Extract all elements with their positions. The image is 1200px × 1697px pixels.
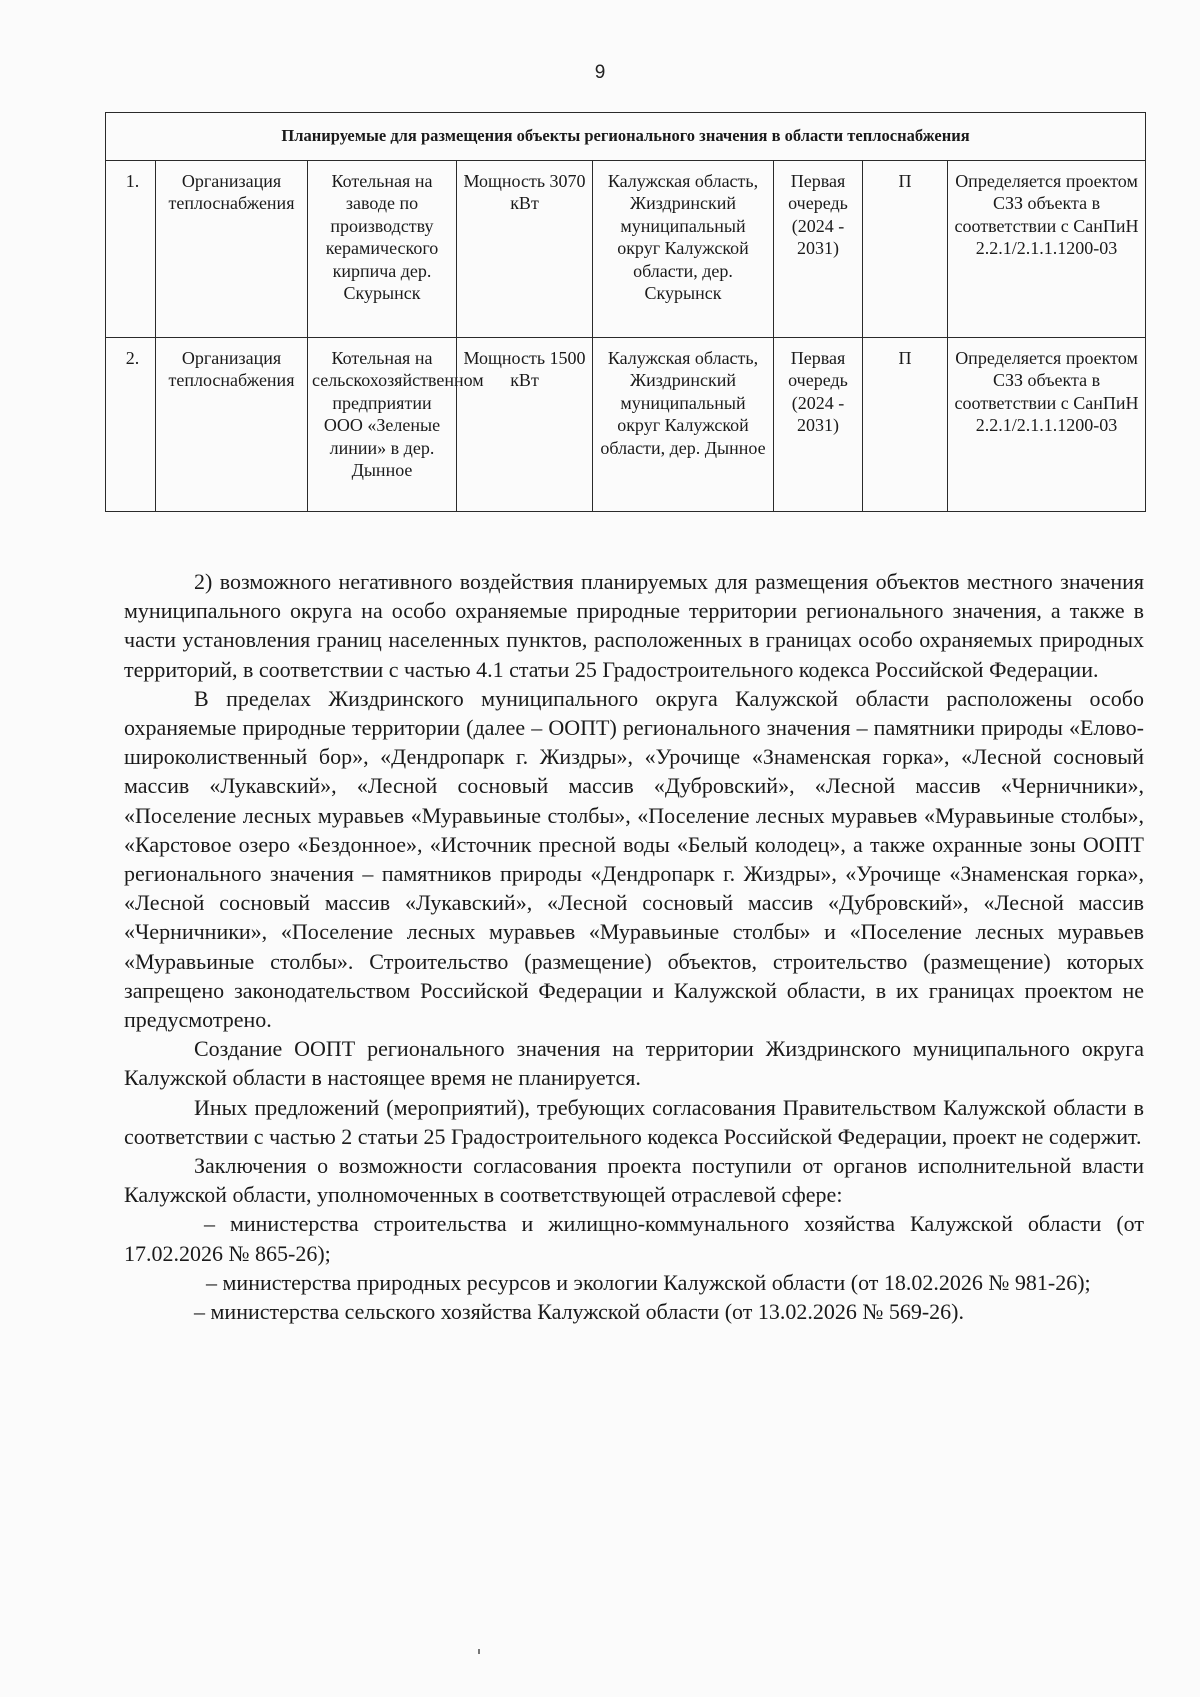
table-row [106,337,1146,511]
stage-cell: Первая очередь (2024 - 2031) [774,160,863,337]
purpose-cell: Организация теплоснабжения [156,337,308,511]
paragraph-new-protected-areas: Создание ООПТ регионального значения на территории Жиздринского муниципального округа Калужской области в настоящее время не планируется. [124,1036,1144,1091]
list-item-agriculture-ministry: – министерства сельского хозяйства Калужской области (от 13.02.2026 № 569-26). [194,1299,965,1325]
table-row [106,160,1146,337]
object-cell: Котельная на заводе по производству керамического кирпича дер. Скурынск [308,160,457,337]
heat-supply-table [105,112,1146,512]
paragraph-impact-assessment: 2) возможного негативного воздействия планируемых для размещения объектов местного значения муниципального округа на особо охраняемые природные территории регионального значения, а также в части установления границ населенных пунктов, расположенных в границах особо охраняемых природных территорий, в соответствии с частью 4.1 статьи 25 Градостроительного кодекса Российской Федерации. [124,569,1144,682]
status-cell: П [863,160,948,337]
body-text [124,567,1144,1326]
table-section-title: Планируемые для размещения объекты регионального значения в области теплоснабжения [106,113,1146,161]
zone-cell: Определяется проектом СЗЗ объекта в соответствии с СанПиН 2.2.1/2.1.1.1200-03 [948,337,1146,511]
location-cell: Калужская область, Жиздринский муниципальный округ Калужской области, дер. Скурынск [593,160,774,337]
purpose-cell: Организация теплоснабжения [156,160,308,337]
capacity-cell: Мощность 1500 кВт [457,337,593,511]
zone-cell: Определяется проектом СЗЗ объекта в соответствии с СанПиН 2.2.1/2.1.1.1200-03 [948,160,1146,337]
capacity-cell: Мощность 3070 кВт [457,160,593,337]
row-number: 1. [106,160,156,337]
stage-cell: Первая очередь (2024 - 2031) [774,337,863,511]
object-cell: Котельная на сельскохозяйственном предприятии ООО «Зеленые линии» в дер. Дынное [308,337,457,511]
table-section-header-row [106,113,1146,161]
location-cell: Калужская область, Жиздринский муниципальный округ Калужской области, дер. Дынное [593,337,774,511]
status-cell: П [863,337,948,511]
page-number: 9 [594,62,606,83]
paragraph-other-proposals: Иных предложений (мероприятий), требующих согласования Правительством Калужской области в соответствии с частью 2 статьи 25 Градостроительного кодекса Российской Федерации, проект не содержит. [124,1094,1144,1149]
list-item-ecology-ministry: – министерства природных ресурсов и экологии Калужской области (от 18.02.2026 № 981-26); [206,1269,1091,1295]
row-number: 2. [106,337,156,511]
list-item-construction-ministry: – министерства строительства и жилищно-коммунального хозяйства Калужской области (от 17.02.2026 № 865-26); [124,1211,1144,1266]
paragraph-conclusions: Заключения о возможности согласования проекта поступили от органов исполнительной власти Калужской области, уполномоченных в соответствующей отраслевой сфере: [124,1153,1144,1208]
paragraph-protected-areas: В пределах Жиздринского муниципального округа Калужской области расположены особо охраняемые природные территории (далее – ООПТ) регионального значения – памятники природы «Елово-широколиственный бор», «Дендропарк г. Жиздры», «Урочище «Знаменская горка», «Лесной сосновый массив «Лукавский», «Лесной сосновый массив «Дубровский», «Лесной массив «Черничники», «Поселение лесных муравьев «Муравьиные столбы», «Поселение лесных муравьев «Муравьиные столбы», «Карстовое озеро «Бездонное», «Источник пресной воды «Белый колодец», а также охранные зоны ООПТ регионального значения – памятников природы «Дендропарк г. Жиздры», «Урочище «Знаменская горка», «Лесной сосновый массив «Лукавский», «Лесной сосновый массив «Дубровский», «Лесной массив «Черничники», «Поселение лесных муравьев «Муравьиные столбы» и «Поселение лесных муравьев «Муравьиные столбы». Строительство (размещение) объектов, строительство (размещение) которых запрещено законодательством Российской Федерации и Калужской области, в их границах проектом не предусмотрено. [124,685,1144,1033]
scan-mark [478,1649,480,1654]
